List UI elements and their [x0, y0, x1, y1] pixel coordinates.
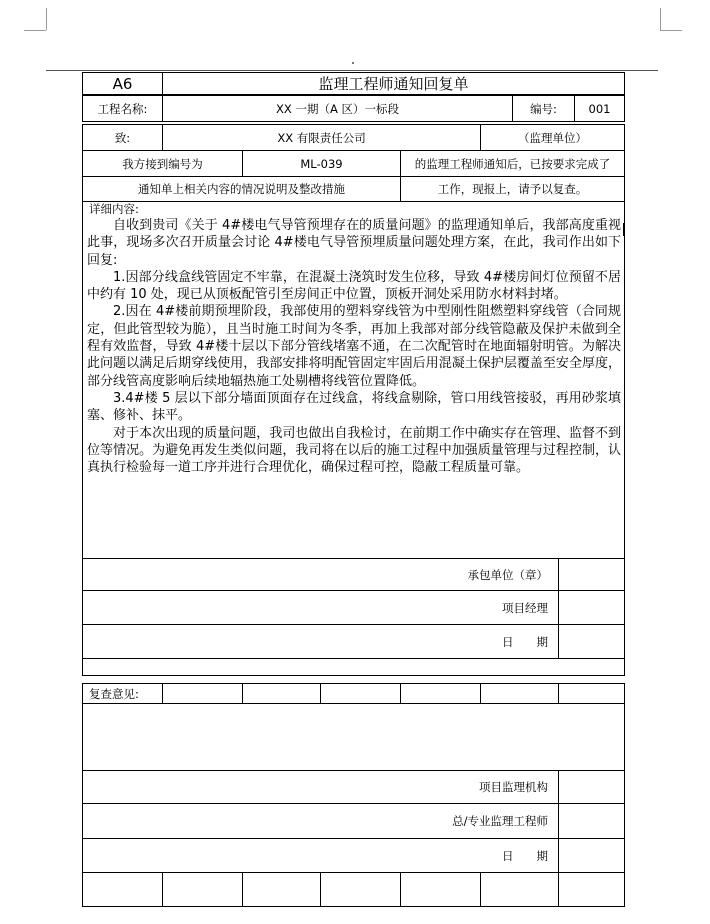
sig-grid-cell	[163, 591, 243, 625]
review-grid-cell	[321, 684, 401, 704]
review-grid-cell	[243, 873, 321, 907]
sig-grid-cell	[83, 625, 163, 659]
review-grid-cell	[83, 771, 163, 804]
review-grid-cell	[83, 873, 163, 907]
review-label: 复查意见:	[83, 684, 163, 704]
crop-mark-top-left-horizontal	[24, 30, 46, 31]
header-dot	[352, 62, 354, 64]
project-name-value: XX 一期（A 区）一标段	[163, 96, 513, 122]
supervision-org-label: 项目监理机构	[321, 771, 559, 804]
crop-mark-top-right-horizontal	[660, 30, 682, 31]
spacer-row	[83, 659, 625, 676]
review-grid-cell	[163, 771, 243, 804]
crop-mark-top-right-vertical	[660, 8, 661, 30]
received-suffix: 的监理工程师通知后，已按要求完成了	[401, 151, 625, 177]
to-unit: （监理单位）	[481, 125, 625, 151]
review-grid-cell	[163, 804, 243, 839]
project-manager-field[interactable]	[559, 591, 625, 625]
form-title: 监理工程师通知回复单	[163, 73, 625, 95]
sig-grid-cell	[243, 625, 321, 659]
form-code: A6	[83, 73, 163, 95]
paragraph-1: 1.因部分线盒线管固定不牢靠，在混凝土浇筑时发生位移，导致 4#楼房间灯位预留不居中约有 10 处，现已从顶板配管引至房间正中位置，顶板开洞处采用防水材料封堵。	[87, 269, 622, 303]
chief-engineer-field[interactable]	[559, 804, 625, 839]
paragraph-summary: 对于本次出现的质量问题，我司也做出自我检讨，在前期工作中确实存在管理、监督不到位等情况。为避免再发生类似问题，我司将在以后的施工过程中加强质量管理与过程控制，认真执行检验每一道工序并进行合理优化，确保过程可控，隐蔽工程质量可靠。	[87, 425, 622, 476]
chief-engineer-label: 总/专业监理工程师	[321, 804, 559, 839]
review-grid-cell	[83, 839, 163, 873]
sig-grid-cell	[83, 559, 163, 591]
review-grid-cell	[243, 684, 321, 704]
review-grid-cell	[401, 873, 481, 907]
review-grid-cell	[163, 873, 243, 907]
sig-grid-cell	[243, 559, 321, 591]
review-grid-cell	[321, 873, 401, 907]
paragraph-3: 3.4#楼 5 层以下部分墙面顶面存在过线盒，将线盒剔除，管口用线管接驳，再用砂浆填塞、修补、抹平。	[87, 390, 622, 424]
review-grid-cell	[401, 684, 481, 704]
review-grid-cell	[163, 839, 243, 873]
reply-table	[82, 124, 625, 676]
date-field[interactable]	[559, 625, 625, 659]
review-opinion-field[interactable]	[83, 704, 625, 771]
to-value: XX 有限责任公司	[163, 125, 481, 151]
sig-grid-cell	[243, 591, 321, 625]
project-table	[82, 95, 625, 122]
detail-label: 详细内容:	[89, 202, 139, 216]
review-grid-cell	[243, 771, 321, 804]
review-table	[82, 683, 625, 907]
to-label: 致:	[83, 125, 163, 151]
supervision-org-field[interactable]	[559, 771, 625, 804]
review-grid-cell	[481, 873, 559, 907]
number-value: 001	[575, 96, 625, 122]
number-label: 编号:	[513, 96, 575, 122]
review-grid-cell	[243, 804, 321, 839]
header-rule	[46, 70, 658, 71]
review-date-field[interactable]	[559, 839, 625, 873]
detail-section	[83, 202, 625, 559]
review-grid-cell	[163, 684, 243, 704]
review-grid-cell	[559, 684, 625, 704]
crop-mark-top-left-vertical	[46, 8, 47, 30]
received-label: 我方接到编号为	[83, 151, 243, 177]
paragraph-intro: 自收到贵司《关于 4#楼电气导管预埋存在的质量问题》的监理通知单后，我部高度重视此事，现场多次召开质量会讨论 4#楼电气导管预埋质量问题处理方案，在此，我司作出如下回复:	[87, 218, 622, 268]
title-table	[82, 72, 625, 95]
project-name-label: 工程名称:	[83, 96, 163, 122]
review-grid-cell	[559, 873, 625, 907]
paragraph-2: 2.因在 4#楼前期预埋阶段，我部使用的塑料穿线管为中型刚性阻燃塑料穿线管（合同规定，但此管型较为脆），且当时施工时间为冬季，再加上我部对部分线管隐蔽及保护未做到全程有效监督，导致 4#楼十层以下部分管线堵塞不通，在二次配管时在地面辐射明管。为解决此问题以满足后期穿线使用，我部安排将明配管固定牢固后用混凝土保护层覆盖至安全厚度，部分线管高度影响后续地辐热施工处剔槽将线管位置降低。	[87, 304, 622, 389]
contractor-seal-field[interactable]	[559, 559, 625, 591]
sig-grid-cell	[83, 591, 163, 625]
sig-grid-cell	[163, 559, 243, 591]
measure-label: 通知单上相关内容的情况说明及整改措施	[83, 177, 401, 202]
date-label: 日 期	[321, 625, 559, 659]
review-grid-cell	[83, 804, 163, 839]
review-grid-cell	[243, 839, 321, 873]
review-date-label: 日 期	[321, 839, 559, 873]
received-number: ML-039	[243, 151, 401, 177]
sig-grid-cell	[163, 625, 243, 659]
contractor-label: 承包单位（章）	[321, 559, 559, 591]
project-manager-label: 项目经理	[321, 591, 559, 625]
measure-suffix: 工作，现报上，请予以复查。	[401, 177, 625, 202]
text-cursor	[623, 223, 625, 236]
review-grid-cell	[481, 684, 559, 704]
